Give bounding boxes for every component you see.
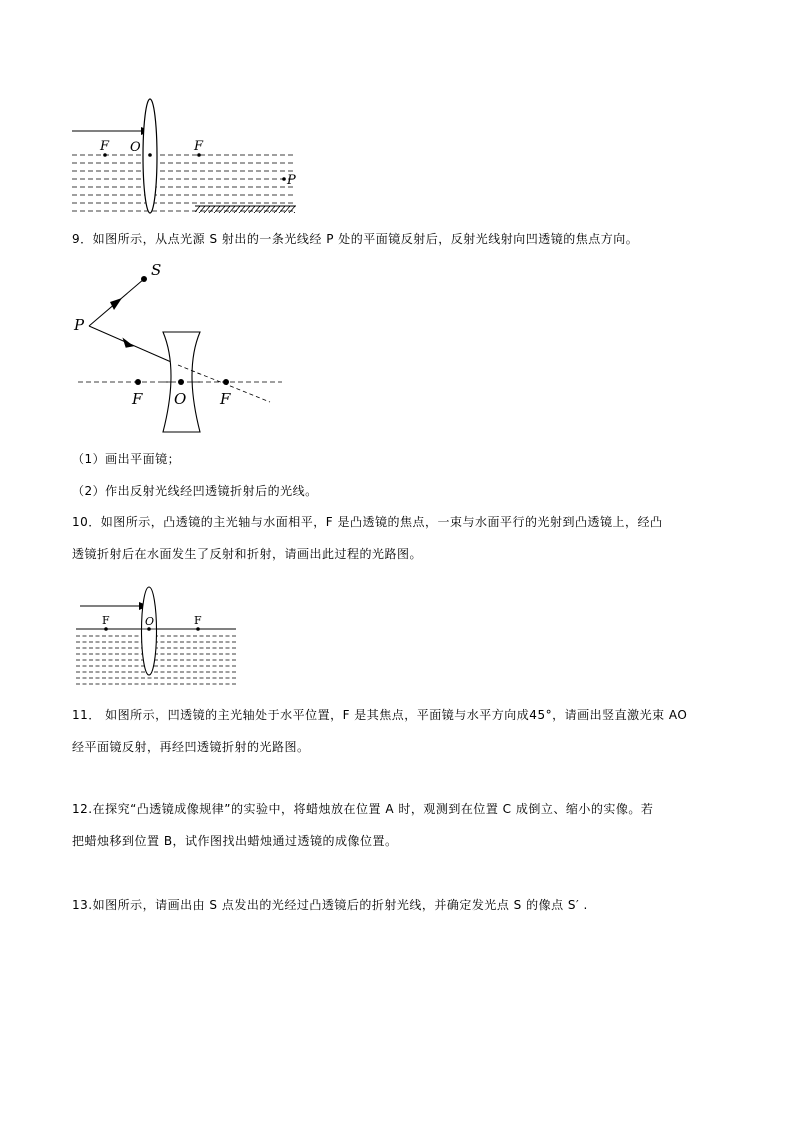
- question-13-text: 13.如图所示，请画出由 S 点发出的光经过凸透镜后的折射光线，并确定发光点 S 的像点 S′ .: [72, 898, 588, 912]
- label-o: O: [145, 615, 155, 628]
- figure-concave-lens-mirror: [60, 258, 300, 438]
- label-p: P: [74, 316, 85, 334]
- label-p: P: [287, 173, 296, 188]
- label-f-right: F: [220, 390, 231, 408]
- question-9-sub-1: （1）画出平面镜；: [72, 452, 181, 466]
- question-12-line-1: 12.在探究“凸透镜成像规律”的实验中，将蜡烛放在位置 A 时，观测到在位置 C 成倒立、缩小的实像。若: [72, 802, 654, 816]
- bottom-mirror: [195, 206, 295, 213]
- focus-point-right: [223, 379, 229, 385]
- label-f-left: F: [132, 390, 143, 408]
- lens-center-point: [178, 379, 184, 385]
- point-s: [141, 276, 147, 282]
- convex-lens: [142, 587, 157, 675]
- lens-center-point: [148, 153, 152, 157]
- focus-point-right: [196, 627, 200, 631]
- question-10-line-1: 10．如图所示，凸透镜的主光轴与水面相平，F 是凸透镜的焦点，一束与水面平行的光射到凸透镜上，经凸: [72, 515, 663, 529]
- water-surface-lines: [72, 155, 296, 211]
- label-o: O: [130, 140, 141, 155]
- focus-point-left: [104, 627, 108, 631]
- question-9-text: 9．如图所示，从点光源 S 射出的一条光线经 P 处的平面镜反射后，反射光线射向凹透镜的焦点方向。: [72, 232, 639, 246]
- question-11-line-2: 经平面镜反射，再经凹透镜折射的光路图。: [72, 740, 310, 754]
- question-9-sub-2: （2）作出反射光线经凹透镜折射后的光线。: [72, 484, 318, 498]
- label-f-left: F: [100, 139, 110, 154]
- question-10-line-2: 透镜折射后在水面发生了反射和折射，请画出此过程的光路图。: [72, 547, 423, 561]
- label-f-left: F: [102, 614, 110, 627]
- point-p: [282, 177, 286, 181]
- figure-convex-lens-water-1: [60, 92, 310, 222]
- label-f-right: F: [194, 139, 204, 154]
- question-12-line-2: 把蜡烛移到位置 B，试作图找出蜡烛通过透镜的成像位置。: [72, 834, 398, 848]
- label-o: O: [174, 390, 187, 408]
- figure-convex-lens-water-2: [66, 584, 246, 694]
- label-f-right: F: [194, 614, 202, 627]
- focus-point-left: [135, 379, 141, 385]
- label-s: S: [151, 261, 162, 279]
- question-11-line-1: 11． 如图所示，凹透镜的主光轴处于水平位置，F 是其焦点，平面镜与水平方向成45°，请画出竖直激光束 AO: [72, 708, 688, 722]
